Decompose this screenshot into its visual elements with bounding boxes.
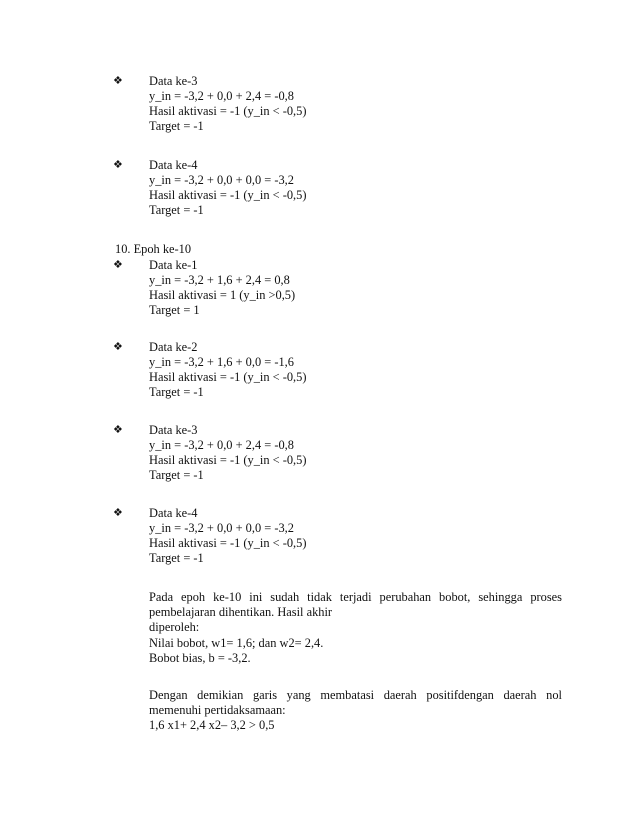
target-value: Target = -1	[149, 203, 204, 217]
activation-result: Hasil aktivasi = -1 (y_in < -0,5)	[149, 188, 307, 202]
yin-equation: y_in = -3,2 + 0,0 + 2,4 = -0,8	[149, 438, 294, 452]
yin-equation: y_in = -3,2 + 0,0 + 0,0 = -3,2	[149, 173, 294, 187]
data-title: Data ke-3	[149, 74, 198, 88]
diamond-bullet-icon: ❖	[113, 259, 123, 271]
diamond-bullet-icon: ❖	[113, 159, 123, 171]
data-title: Data ke-4	[149, 158, 198, 172]
data-block-e9-4	[113, 157, 571, 218]
boundary-line: Dengan demikian garis yang membatasi daerah positifdengan daerah nol	[149, 688, 562, 702]
data-title: Data ke-4	[149, 506, 198, 520]
data-block-e10-2	[113, 339, 571, 400]
data-title: Data ke-2	[149, 340, 198, 354]
boundary-line: memenuhi pertidaksamaan:	[149, 703, 286, 718]
epoch-heading: 10. Epoh ke-10	[115, 242, 192, 256]
final-bias: Bobot bias, b = -3,2.	[149, 650, 251, 665]
data-block-e10-3	[113, 422, 571, 483]
activation-result: Hasil aktivasi = -1 (y_in < -0,5)	[149, 536, 307, 550]
data-block-e9-3	[113, 73, 571, 134]
conclusion-paragraph	[149, 590, 562, 666]
data-block-e10-4	[113, 505, 571, 566]
diamond-bullet-icon: ❖	[113, 424, 123, 436]
data-block-e10-1	[113, 257, 571, 318]
yin-equation: y_in = -3,2 + 0,0 + 2,4 = -0,8	[149, 89, 294, 103]
data-title: Data ke-1	[149, 258, 198, 272]
yin-equation: y_in = -3,2 + 1,6 + 2,4 = 0,8	[149, 273, 290, 287]
inequality: 1,6 x1+ 2,4 x2– 3,2 > 0,5	[149, 718, 275, 733]
activation-result: Hasil aktivasi = -1 (y_in < -0,5)	[149, 370, 307, 384]
conclusion-line: diperoleh:	[149, 620, 200, 635]
yin-equation: y_in = -3,2 + 1,6 + 0,0 = -1,6	[149, 355, 294, 369]
target-value: Target = 1	[149, 303, 200, 317]
diamond-bullet-icon: ❖	[113, 75, 123, 87]
target-value: Target = -1	[149, 551, 204, 565]
activation-result: Hasil aktivasi = -1 (y_in < -0,5)	[149, 104, 307, 118]
diamond-bullet-icon: ❖	[113, 507, 123, 519]
conclusion-line: pembelajaran dihentikan. Hasil akhir	[149, 605, 333, 620]
final-weights: Nilai bobot, w1= 1,6; dan w2= 2,4.	[149, 635, 324, 650]
boundary-paragraph	[149, 688, 562, 734]
yin-equation: y_in = -3,2 + 0,0 + 0,0 = -3,2	[149, 521, 294, 535]
conclusion-line: Pada epoh ke-10 ini sudah tidak terjadi perubahan bobot, sehingga proses	[149, 590, 562, 604]
target-value: Target = -1	[149, 119, 204, 133]
target-value: Target = -1	[149, 385, 204, 399]
activation-result: Hasil aktivasi = 1 (y_in >0,5)	[149, 288, 296, 302]
diamond-bullet-icon: ❖	[113, 341, 123, 353]
data-title: Data ke-3	[149, 423, 198, 437]
target-value: Target = -1	[149, 468, 204, 482]
activation-result: Hasil aktivasi = -1 (y_in < -0,5)	[149, 453, 307, 467]
